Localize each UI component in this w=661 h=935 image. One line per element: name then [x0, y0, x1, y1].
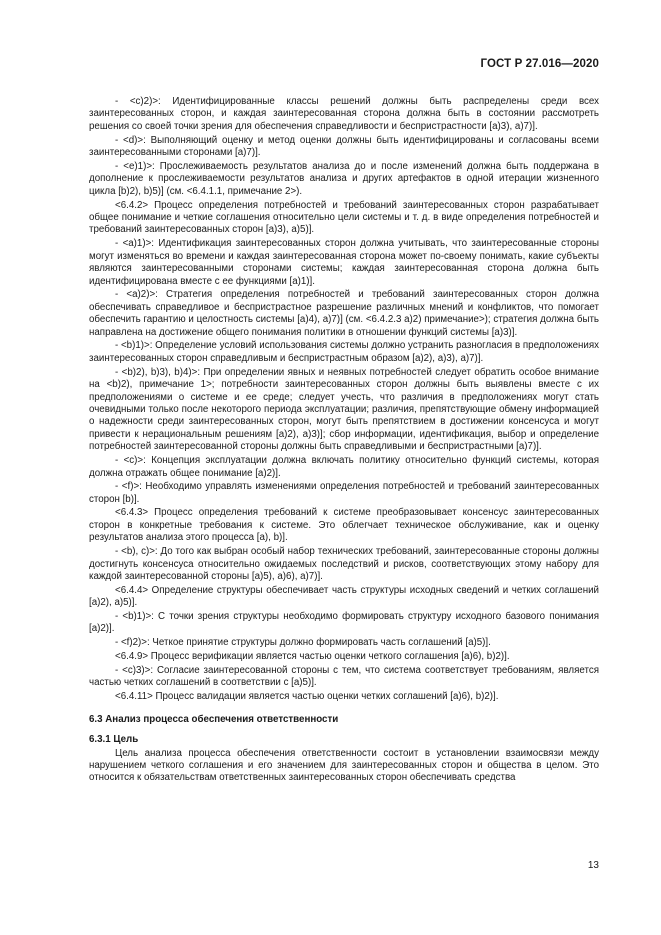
paragraph: - <c)3)>: Согласие заинтересованной стороны с тем, что система соответствует требованиям, является частью четких соглашений в соответствии с [a)5)].	[89, 664, 599, 689]
paragraph: - <f)>: Необходимо управлять изменениями определения потребностей и требований заинтересованных сторон [b)].	[89, 481, 599, 505]
paragraph: - <c)2)>: Идентифицированные классы решений должны быть распределены среди всех заинтересованных сторон, и каждая заинтересованная сторона должна быть в состоянии рассмотреть решения со своей точки зрения для обеспечения справедливости и беспристрастности [a)3), a)7)].	[89, 96, 599, 132]
paragraph: - <b)1)>: С точки зрения структуры необходимо формировать структуру исходного базового понимания [a)2)].	[89, 610, 599, 635]
paragraph: - <f)2)>: Четкое принятие структуры должно формировать часть соглашений [a)5)].	[115, 637, 491, 649]
paragraph: - <b)2), b)3), b)4)>: При определении явных и неявных потребностей следует обратить особое внимание на <b)2), примечание 1>; потребности заинтересованных сторон должны быть выявлены вместе с их предположениями о системе и ее среде; следует учесть, что различия в предположениях могут стать очевидными только после некоторого периода эксплуатации; различия, препятствующие обмену информацией о надежности среди заинтересованных сторон, могут быть препятствием в достижении консенсуса и могут привести к нерациональным решениям [a)2), a)3)]; сбор информации, идентификация, выбор и определение потребностей заинтересованной стороны должны быть справедливыми и беспристрастными [a)7)].	[89, 366, 599, 453]
paragraph: <6.4.3> Процесс определения требований к системе преобразовывает консенсус заинтересованных сторон в конкретные требования к системе. Это облегчает техническое обслуживание, как и оценку результатов анализа этого процесса [a), b)].	[89, 507, 599, 544]
paragraph: - <e)1)>: Прослеживаемость результатов анализа до и после изменений должна быть поддержана в дополнение к прослеживаемости результатов анализа и других артефактов в одной итерации жизненного цикла [b)2), b)5)] (см. <6.4.1.1, примечание 2>).	[89, 160, 599, 197]
paragraph: <6.4.11> Процесс валидации является частью оценки четких соглашений [a)6), b)2)].	[115, 690, 499, 702]
paragraph: - <c)>: Концепция эксплуатации должна включать политику относительно функций системы, которая должна отражать общее понимание [a)2)].	[89, 455, 599, 479]
paragraph: - <b), c)>: До того как выбран особый набор технических требований, заинтересованные стороны должны достигнуть консенсуса относительно ожидаемых последствий и рисков, соответствующих этому набору для каждой заинтересованной стороны [a)5), a)6), a)7)].	[89, 546, 599, 583]
paragraph: - <a)1)>: Идентификация заинтересованных сторон должна учитывать, что заинтересованные стороны могут изменяться во времени и каждая заинтересованная сторона может по-своему понимать, какие субъекты являются заинтересованными сторонами системы; каждая заинтересованная сторона должна быть идентифицирована вместе с ее функциями [a)1)].	[89, 238, 599, 287]
paragraph: - <b)1)>: Определение условий использования системы должно устранить разногласия в предположениях заинтересованных сторон справедливым и беспристрастным образом [a)2), a)3), a)7)].	[89, 340, 599, 364]
section-title: 6.3 Анализ процесса обеспечения ответственности	[89, 714, 339, 726]
document-body	[89, 96, 599, 785]
subsection-title: 6.3.1 Цель	[89, 733, 139, 745]
section-paragraph: Цель анализа процесса обеспечения ответственности состоит в установлении взаимосвязи между нарушением четкого соглашения и его значением для заинтересованных сторон и общества в целом. Это относится к обязательствам ответственных заинтересованных сторон обеспечивать средства	[89, 747, 599, 784]
paragraph: - <a)2)>: Стратегия определения потребностей и требований заинтересованных сторон должна обеспечивать справедливое и беспристрастное разрешение различных мнений и конфликтов, что помогает обеспечить гарантию и целостность системы [a)4), a)7)] (см. <6.4.2.3 a)2) примечание>); стратегия должна быть направлена на достижение общего понимания политики в отношении функций системы [a)3)].	[89, 289, 599, 338]
page-number: 13	[587, 860, 599, 871]
paragraph: - <d)>: Выполняющий оценку и метод оценки должны быть идентифицированы и согласованы всеми заинтересованными сторонами [a)7)].	[89, 134, 599, 159]
paragraph: <6.4.2> Процесс определения потребностей и требований заинтересованных сторон разрабатывает общее понимание и четкие соглашения относительно цели системы и т. д. в виде определения потребностей и требований заинтересованных сторон [a)3), a)5)].	[89, 199, 599, 236]
paragraph: <6.4.9> Процесс верификации является частью оценки четкого соглашения [a)6), b)2)].	[115, 650, 510, 662]
document-code-header: ГОСТ Р 27.016—2020	[480, 58, 599, 70]
paragraph: <6.4.4> Определение структуры обеспечивает часть структуры исходных сведений и четких соглашений [a)2), a)5)].	[89, 584, 599, 609]
